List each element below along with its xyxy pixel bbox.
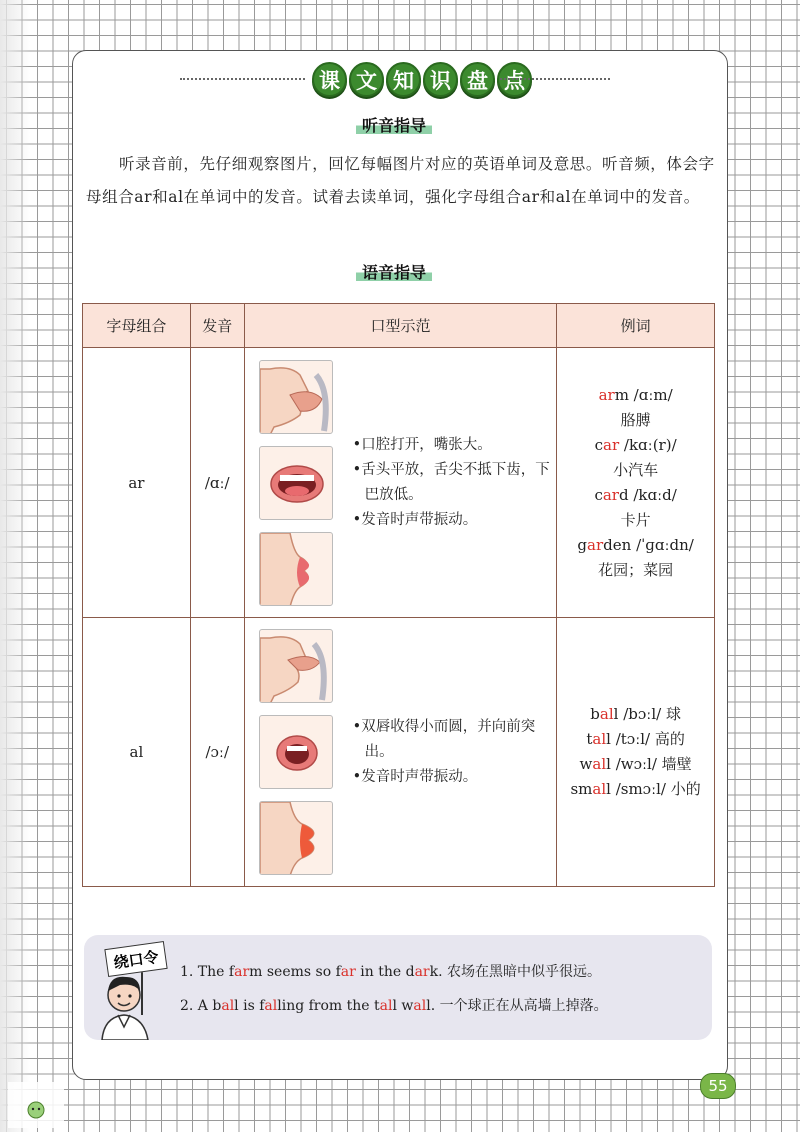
example-word: wall /wɔːl/ 墙壁 xyxy=(579,755,692,773)
sound-cell: /ɔː/ xyxy=(190,618,244,887)
tongue-twister-label: 绕口令 xyxy=(104,941,167,977)
mouth-images xyxy=(259,629,333,875)
table-header-row xyxy=(83,304,715,348)
mouth-side-view-image xyxy=(259,629,333,703)
tip-text: •发音时声带振动。 xyxy=(352,511,478,528)
example-word: car /kɑː(r)/ xyxy=(594,435,677,454)
listening-title: 听音指导 xyxy=(356,113,432,136)
mouth-images xyxy=(259,360,333,606)
tongue-twister-line: 2. A ball is falling from the tall wall. 一个球正在从高墙上掉落。 xyxy=(180,998,608,1014)
table-row-al xyxy=(83,618,715,887)
example-word: arm /ɑːm/ xyxy=(598,385,673,404)
example-word: ball /bɔːl/ 球 xyxy=(590,705,681,723)
mouth-front-view-image xyxy=(259,715,333,789)
example-word: small /smɔːl/ 小的 xyxy=(570,780,701,798)
banner-char: 知 xyxy=(386,62,421,97)
example-word: card /kɑːd/ xyxy=(594,485,677,504)
mouth-side-view-image xyxy=(259,360,333,434)
mouth-tips xyxy=(333,433,557,533)
tip-text: •双唇收得小而圆，并向前突出。 xyxy=(352,718,536,760)
banner-title xyxy=(312,62,532,97)
banner-char: 盘 xyxy=(460,62,495,97)
example-word: garden /ˈɡɑːdn/ xyxy=(577,535,694,554)
example-meaning: 小汽车 xyxy=(613,460,659,479)
header-mouth: 口型示范 xyxy=(244,304,557,348)
header-examples: 例词 xyxy=(557,304,715,348)
page-binding-shadow xyxy=(0,0,30,1132)
banner-char: 课 xyxy=(312,62,347,97)
example-word: tall /tɔːl/ 高的 xyxy=(586,730,685,748)
mouth-front-view-image xyxy=(259,446,333,520)
section-banner xyxy=(180,62,610,96)
banner-divider-right xyxy=(500,78,610,80)
banner-char: 识 xyxy=(423,62,458,97)
examples-cell xyxy=(557,618,715,887)
lips-profile-image xyxy=(259,532,333,606)
page-number: 55 xyxy=(700,1073,736,1099)
listening-paragraph: 听录音前，先仔细观察图片，回忆每幅图片对应的英语单词及意思。听音频，体会字母组合ar和al在单词中的发音。试着去读单词，强化字母组合ar和al在单词中的发音。 xyxy=(86,155,715,206)
tip-text: •口腔打开，嘴张大。 xyxy=(352,436,492,453)
example-meaning: 花园；菜园 xyxy=(598,560,674,579)
tip-text: •发音时声带振动。 xyxy=(352,768,478,785)
table-row-ar xyxy=(83,348,715,618)
pronunciation-table xyxy=(82,303,715,887)
tip-text: •舌头平放，舌尖不抵下齿，下巴放低。 xyxy=(352,461,550,503)
sound-cell: /ɑː/ xyxy=(190,348,244,618)
mouth-cell xyxy=(244,348,557,618)
tongue-twister-line: 1. The farm seems so far in the dark. 农场在黑暗中似乎很远。 xyxy=(180,964,601,980)
example-meaning: 卡片 xyxy=(620,510,651,529)
pronunciation-title: 语音指导 xyxy=(356,260,432,283)
example-meaning: 胳膊 xyxy=(620,410,651,429)
combo-cell: ar xyxy=(83,348,191,618)
banner-char: 文 xyxy=(349,62,384,97)
examples-cell xyxy=(557,348,715,618)
mascot-icon xyxy=(26,1100,46,1120)
banner-char: 点 xyxy=(497,62,532,97)
publisher-watermark xyxy=(8,1082,64,1128)
header-sound: 发音 xyxy=(190,304,244,348)
tongue-twister-box xyxy=(84,935,712,1040)
combo-cell: al xyxy=(83,618,191,887)
mouth-tips xyxy=(333,715,557,790)
lips-profile-image xyxy=(259,801,333,875)
header-combo: 字母组合 xyxy=(83,304,191,348)
mouth-cell xyxy=(244,618,557,887)
banner-divider-left xyxy=(180,78,305,80)
